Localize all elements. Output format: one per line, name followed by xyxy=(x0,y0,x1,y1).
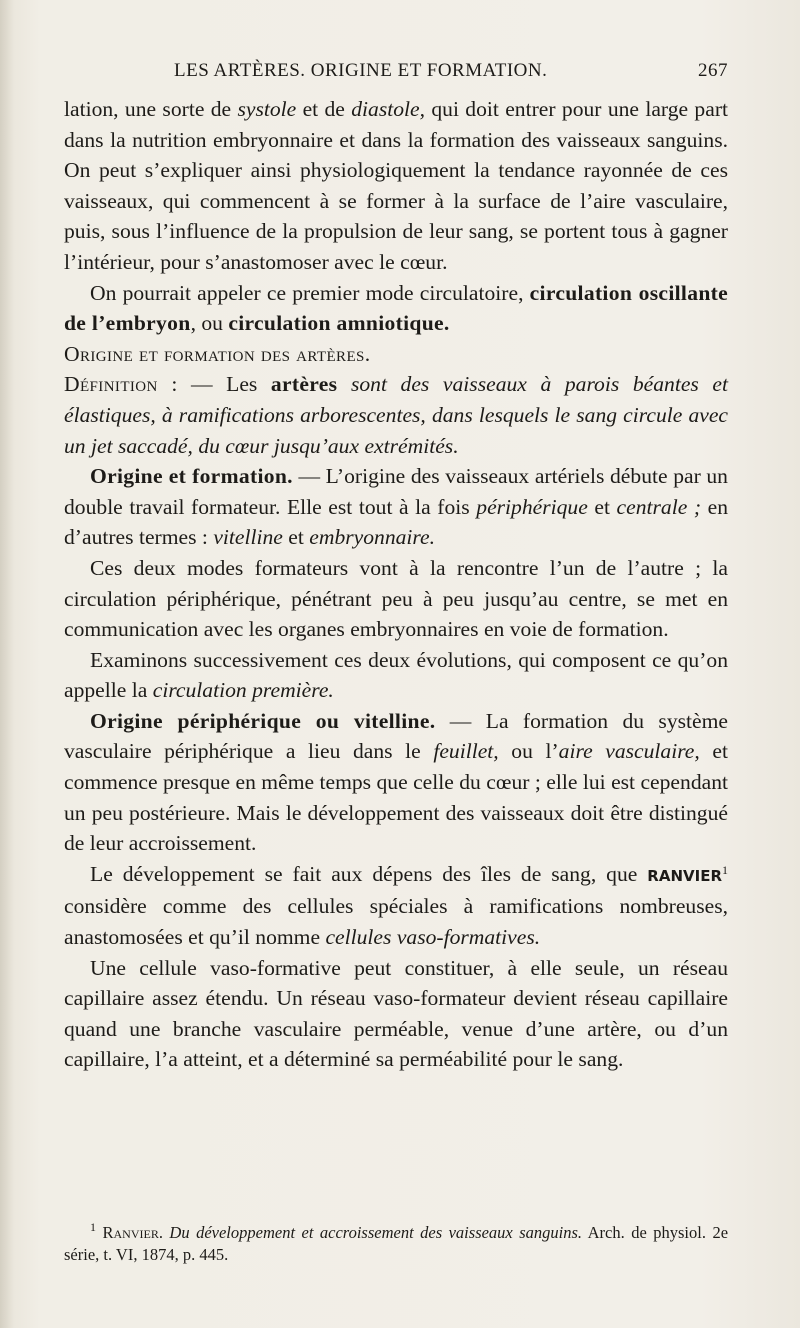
paragraph-deux-modes: Ces deux modes formateurs vont à la rencontre l’un de l’autre ; la circulation périphérique, pénétrant peu à peu jusqu’au centre, se met en communication avec les organes embryonnaires en voie de formation. xyxy=(64,555,728,642)
paragraph-circulation-mode: On pourrait appeler ce premier mode circulatoire, circulation oscillante de l’embryon, ou circulation amniotique. xyxy=(64,280,728,336)
subheading-origine-formation: Origine et formation. xyxy=(90,464,293,489)
term-circulation-amniotique: circulation amniotique. xyxy=(228,311,450,336)
footnote-marker: 1 xyxy=(90,1220,96,1234)
section-title: Origine et formation des artères. xyxy=(64,341,371,366)
paragraph-examinons: Examinons successivement ces deux évolutions, qui composent ce qu’on appelle la circulation première. xyxy=(64,647,728,703)
definition-label: Définition xyxy=(64,372,158,397)
term-systole: systole xyxy=(237,97,297,121)
footnote xyxy=(64,1222,728,1266)
term-circulation-oscillante: circulation oscillante de l’embryon xyxy=(64,280,728,336)
term-arteres: artères xyxy=(270,372,338,397)
running-title: LES ARTÈRES. ORIGINE ET FORMATION. xyxy=(174,60,548,81)
body-text xyxy=(64,94,728,1075)
paragraph-cellule: Une cellule vaso-formative peut constituer, à elle seule, un réseau capillaire assez étendu. Un réseau vaso-formateur devient réseau capillaire quand une branche vasculaire perméable, venue d’une artère, ou d’un capillaire, l’a atteint, et a déterminé sa perméabilité pour le sang. xyxy=(64,955,728,1072)
subheading-origine-peripherique: Origine périphérique ou vitelline. xyxy=(90,708,436,733)
paragraph-origine-peripherique: Origine périphérique ou vitelline. — La formation du système vasculaire périphérique a lieu dans le feuillet, ou l’aire vasculaire, et commence presque en même temps que celle du cœur ; elle lui est cependant un peu postérieure. Mais le développement des vaisseaux doit être distingué de leur accroissement. xyxy=(64,708,728,856)
footnote-title: Du développement et accroissement des vaisseaux sanguins. xyxy=(162,1223,583,1242)
paragraph-developpement: Le développement se fait aux dépens des îles de sang, que RANVIER$^1$ considère comme des cellules spéciales à ramifications nombreuses, anastomosées et qu’il nomme cellules vaso-formatives. xyxy=(64,861,728,950)
page-number: 267 xyxy=(698,60,728,81)
footnote-author: Ranvier. xyxy=(102,1223,163,1242)
footnote-ref: 1 xyxy=(722,862,728,877)
paragraph-systole: lation, une sorte de systole et de diastole, qui doit entrer pour une large part dans la nutrition embryonnaire et dans la formation des vaisseaux sanguins. On peut s’expliquer ainsi physiologiquement la tendance rayonnée de ces vaisseaux, qui commencent à se former à la surface de l’aire vasculaire, puis, sous l’influence de la propulsion de leur sang, se portent tous à gagner l’intérieur, pour s’anastomoser avec le cœur. xyxy=(64,97,729,274)
term-diastole: diastole, xyxy=(351,97,426,121)
paragraph-definition: Définition : — Les artères sont des vaisseaux à parois béantes et élastiques, à ramifications arborescentes, dans lesquels le sang circule avec un jet saccadé, du cœur jusqu’aux extrémités. xyxy=(64,372,728,458)
author-ranvier: RANVIER xyxy=(647,866,722,885)
paragraph-origine-formation: Origine et formation. — L’origine des vaisseaux artériels débute par un double travail formateur. Elle est tout à la fois périphérique et centrale ; en d’autres termes : vitelline et embryonnaire. xyxy=(64,464,728,550)
footnote-reference: Arch. de physiol. 2e série, t. VI, 1874, p. 445. xyxy=(64,1223,729,1264)
